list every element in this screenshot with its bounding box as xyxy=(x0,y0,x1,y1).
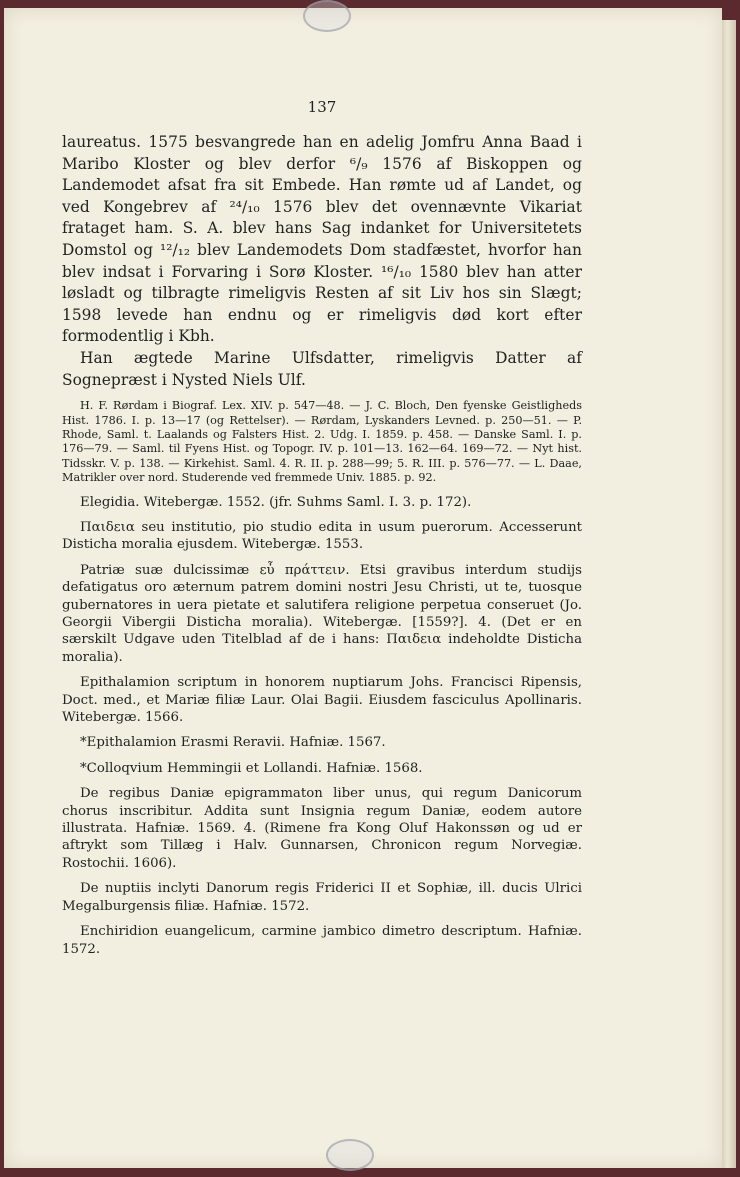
bibliography-entry: Elegidia. Witebergæ. 1552. (jfr. Suhms Saml. I. 3. p. 172). xyxy=(80,494,472,510)
bibliography-entry: *Epithalamion Erasmi Reravii. Hafniæ. 1567. xyxy=(80,735,386,751)
page-content xyxy=(62,98,582,958)
bibliography-entry: Enchiridion euangelicum, carmine jambico dimetro descriptum. Hafniæ. 1572. xyxy=(62,924,582,957)
bibliography-entry: De regibus Daniæ epigrammaton liber unus, qui regum Danicorum chorus inscribitur. Addita sunt Insignia regum Daniæ, eodem autore illustrata. Hafniæ. 1569. 4. (Rimene fra Kong Oluf Hakonssøn og ud er aftrykt som Tillæg i Halv. Gunnarsen, Chronicon regum Norvegiæ. Rostochii. 1606). xyxy=(62,786,582,871)
page-number: 137 xyxy=(307,98,337,116)
bibliography-entry: De nuptiis inclyti Danorum regis Friderici II et Sophiæ, ill. ducis Ulrici Megalburgensis filiæ. Hafniæ. 1572. xyxy=(62,881,582,914)
page-stack-edge xyxy=(722,20,736,1168)
bibliography-entry: Epithalamion scriptum in honorem nuptiarum Johs. Francisci Ripensis, Doct. med., et Mariæ filiæ Laur. Olai Bagii. Eiusdem fasciculus Apollinaris. Witebergæ. 1566. xyxy=(62,675,582,726)
binding-clip-top xyxy=(303,0,351,32)
bibliography xyxy=(62,494,582,958)
book-page xyxy=(4,8,722,1168)
references: H. F. Rørdam i Biograf. Lex. XIV. p. 547—48. — J. C. Bloch, Den fyenske Geistligheds Hist. 1786. I. p. 13—17 (og Rettelser). — Rørdam, Lyskanders Levned. p. 250—51. — P. Rhode, Saml. t. Laalands og Falsters Hist. 2. Udg. I. 1859. p. 458. — Danske Saml. I. p. 176—79. — Saml. til Fyens Hist. og Topogr. IV. p. 101—13. 162—64. 169—72. — Nyt hist. Tidsskr. V. p. 138. — Kirkehist. Saml. 4. R. II. p. 288—99; 5. R. III. p. 576—77. — L. Daae, Matrikler over nord. Studerende ved fremmede Univ. 1885. p. 92. xyxy=(62,399,582,485)
bibliography-entry: *Colloqvium Hemmingii et Lollandi. Hafniæ. 1568. xyxy=(80,760,423,776)
bibliography-entry: Παιδεια seu institutio, pio studio edita in usum puerorum. Accesserunt Disticha moralia ejusdem. Witebergæ. 1553. xyxy=(62,519,582,553)
body-paragraph: laureatus. 1575 besvangrede han en adelig Jomfru Anna Baad i Maribo Kloster og blev derfor ⁶/₉ 1576 af Biskoppen og Landemodet afsat fra sit Embede. Han rømte ud af Landet, og ved Kongebrev af ²⁴/₁₀ 1576 blev det ovennævnte Vikariat frataget ham. S. A. blev hans Sag indanket for Universitetets Domstol og ¹²/₁₂ blev Landemodets Dom stadfæstet, hvorfor han blev indsat i Forvaring i Sorø Kloster. ¹⁶/₁₀ 1580 blev han atter løsladt og tilbragte rimeligvis Resten af sit Liv hos sin Slægt; 1598 levede han endnu og er rimeligvis død kort efter formodentlig i Kbh. xyxy=(62,133,582,346)
body-paragraph: Han ægtede Marine Ulfsdatter, rimeligvis Datter af Sognepræst i Nysted Niels Ulf. xyxy=(62,348,582,389)
binding-clip-bottom xyxy=(326,1139,374,1171)
bibliography-entry: Patriæ suæ dulcissimæ εὖ πράττειν. Etsi gravibus interdum studijs defatigatus oro æternum patrem domini nostri Jesu Christi, ut te, tuosque gubernatores in uera pietate et salutifera religione perpetua conseruet (Jo. Georgii Vibergii Disticha moralia). Witebergæ. [1559?]. 4. (Det er en særskilt Udgave uden Titelblad af de i hans: Παιδεια indeholdte Disticha moralia). xyxy=(62,562,582,665)
